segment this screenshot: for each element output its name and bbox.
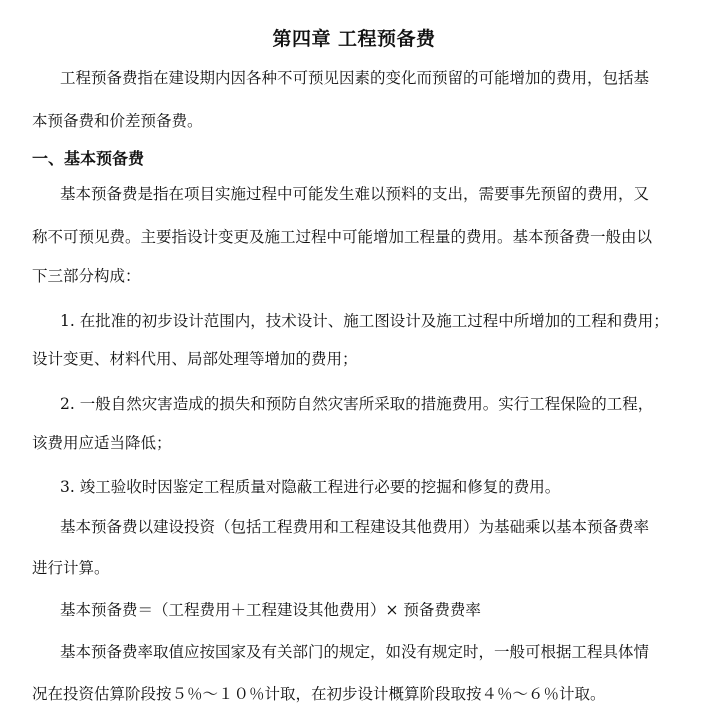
item-2-line-2: 该费用应适当降低； [32, 434, 172, 452]
para2-line-2: 进行计算。 [32, 559, 110, 577]
para1-line-1: 基本预备费是指在项目实施过程中可能发生难以预料的支出，需要事先预留的费用，又 [60, 185, 650, 203]
para3-line-2: 况在投资估算阶段按５％～１０％计取，在初步设计概算阶段取按４％～６％计取。 [32, 685, 606, 703]
para3-line-1: 基本预备费率取值应按国家及有关部门的规定，如没有规定时，一般可根据工程具体情 [60, 643, 650, 661]
item-3-line-1: 3. 竣工验收时因鉴定工程质量对隐蔽工程进行必要的挖掘和修复的费用。 [60, 478, 561, 496]
para2-line-1: 基本预备费以建设投资（包括工程费用和工程建设其他费用）为基础乘以基本预备费率 [60, 518, 650, 536]
item-1-line-1: 1. 在批准的初步设计范围内，技术设计、施工图设计及施工过程中所增加的工程和费用； [60, 312, 669, 330]
intro-line-2: 本预备费和价差预备费。 [32, 112, 203, 130]
para1-line-3: 下三部分构成： [32, 267, 141, 285]
item-2-line-1: 2. 一般自然灾害造成的损失和预防自然灾害所采取的措施费用。实行工程保险的工程， [60, 395, 654, 413]
intro-line-1: 工程预备费指在建设期内因各种不可预见因素的变化而预留的可能增加的费用，包括基 [60, 69, 650, 87]
para1-line-2: 称不可预见费。主要指设计变更及施工过程中可能增加工程量的费用。基本预备费一般由以 [32, 228, 653, 246]
section-heading: 一、基本预备费 [32, 149, 145, 168]
item-1-line-2: 设计变更、材料代用、局部处理等增加的费用； [32, 350, 358, 368]
chapter-title: 第四章 工程预备费 [272, 28, 436, 50]
formula-line: 基本预备费＝（工程费用＋工程建设其他费用）× 预备费费率 [60, 601, 481, 619]
